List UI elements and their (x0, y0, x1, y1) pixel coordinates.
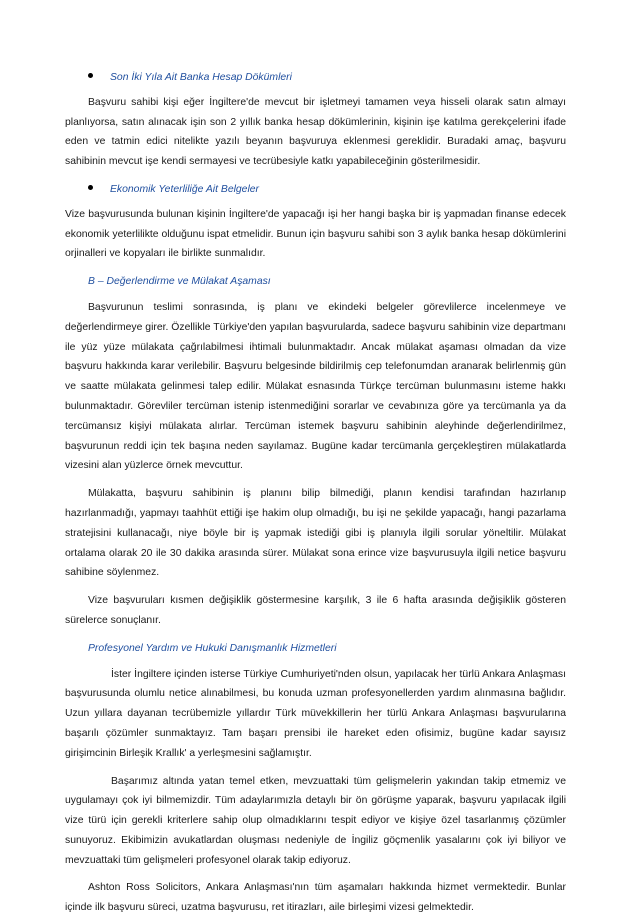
bullet-icon (88, 73, 93, 78)
section-heading: B – Değerlendirme ve Mülakat Aşaması (88, 276, 271, 288)
paragraph: Başarımız altında yatan temel etken, mevzuattaki tüm gelişmelerin yakından takip etmemiz ve uygulamayı çok iyi bilmemizdir. Tüm adaylarımızla detaylı bir ön görüşme yaparak, başvuru yapılacak ilgili vize türü için gerekli kriterlere sahip olup olmadıklarını tespit ediyor ve kişiye özel tasarlanmış çözümler sunuyoruz. Ekibimizin avukatlardan oluşması nedeniyle de İngiliz göçmenlik yasalarını çok iyi biliyor ve mevzuattaki tüm gelişmeleri profesyonel olarak takip ediyoruz. (65, 775, 566, 866)
paragraph: Mülakatta, başvuru sahibinin iş planını bilip bilmediği, planın kendisi tarafından hazırlanıp hazırlanmadığı, yapmayı taahhüt ettiği işe hakim olup olmadığı, bu işi ne şekilde yapacağı, hangi pazarlama stratejisini kullanacağı, niye böyle bir iş yapmak istediği gibi iş planıyla ilgili sorular yöneltilir. Mülakat ortalama olarak 20 ile 30 dakika arasında sürer. Mülakat sona erince vize başvurusuyla ilgili netice başvuru sahibine söylenmez. (65, 488, 566, 579)
paragraph: Vize başvurusunda bulunan kişinin İngiltere'de yapacağı işi her hangi başka bir iş yapmadan finanse edecek ekonomik yeterlilikte olduğunu ispat etmelidir. Bunun için başvuru sahibi son 3 aylık banka hesap dökümlerini orjinalleri ve kopyaları ile birlikte sunmalıdır. (65, 208, 566, 260)
paragraph: Ashton Ross Solicitors, Ankara Anlaşması'nın tüm aşamaları hakkında hizmet vermektedir. Bunlar içinde ilk başvuru süreci, uzatma başvurusu, ret itirazları, aile birleşimi vizesi gelmektedir. (65, 882, 566, 914)
paragraph: Başvurunun teslimi sonrasında, iş planı ve ekindeki belgeler görevlilerce incelenmeye ve değerlendirmeye girer. Özellikle Türkiye'den yapılan başvurularda, sadece başvuru sahibinin vize departmanı ile yüz yüze mülakata çağrılabilmesi ihtimali bulunmaktadır. Ancak mülakat aşaması olmadan da vize başvuru hakkında karar verilebilir. Başvuru belgesinde bildirilmiş cep telefonumdan aranarak belirlenmiş gün ve saatte mülakata gelinmesi talep edilir. Mülakat esnasında Türkçe tercüman bulunmasını isteme hakkı bulunmaktadır. Görevliler tercüman istenip istenmediğini sorarlar ve cevabınıza göre ya tercümanla ya da tercümansız kişiyi mülakata alırlar. Tercüman istemek başvuru sahibinin aleyhinde değerlendirilmez, başvurunun reddi için tek başına neden sayılamaz. Bugüne kadar tercümanla gerçekleştiren mülakatlarda vizesini alan yüzlerce örnek mevcuttur. (65, 301, 566, 472)
paragraph: Başvuru sahibi kişi eğer İngiltere'de mevcut bir işletmeyi tamamen veya hisseli olarak satın almayı planlıyorsa, satın alınacak işin son 2 yıllık banka hesap dökümlerinin, kişinin işe katılma gerekçelerini ifade eden ve tatmin edici nitelikte yazılı beyanın başvuruya eklenmesi gereklidir. Buradaki amaç, başvuru sahibinin mevcut işe kendi sermayesi ve tecrübesiyle katkı yapabileceğinin gösterilmesidir. (65, 96, 566, 168)
paragraph: Vize başvuruları kısmen değişiklik göstermesine karşılık, 3 ile 6 hafta arasında değişiklik gösteren sürelerce sonuçlanır. (65, 595, 566, 626)
section-heading: Profesyonel Yardım ve Hukuki Danışmanlık Hizmetleri (88, 642, 337, 654)
bullet-icon (88, 185, 93, 190)
section-heading: Ekonomik Yeterliliğe Ait Belgeler (110, 183, 260, 195)
paragraph: İster İngiltere içinden isterse Türkiye Cumhuriyeti'nden olsun, yapılacak her türlü Ankara Anlaşması başvurusunda olumlu netice alınabilmesi, bu konuda uzman profesyonellerden yardım alınmasına bağlıdır. Uzun yıllara dayanan tecrübemizle yıllardır Türk müvekkillerin her türlü Ankara Anlaşması başvurularına başarılı çözümler sunmaktayız. Tam başarı prensibi ile hareket eden ofisimiz, bugüne kadar sayısız girişimcinin Birleşik Krallık' a yerleşmesini sağlamıştır. (65, 668, 566, 759)
bullet-bank-statements (65, 68, 566, 88)
bullet-economic-sufficiency (65, 180, 566, 200)
section-heading: Son İki Yıla Ait Banka Hesap Dökümleri (110, 72, 292, 83)
